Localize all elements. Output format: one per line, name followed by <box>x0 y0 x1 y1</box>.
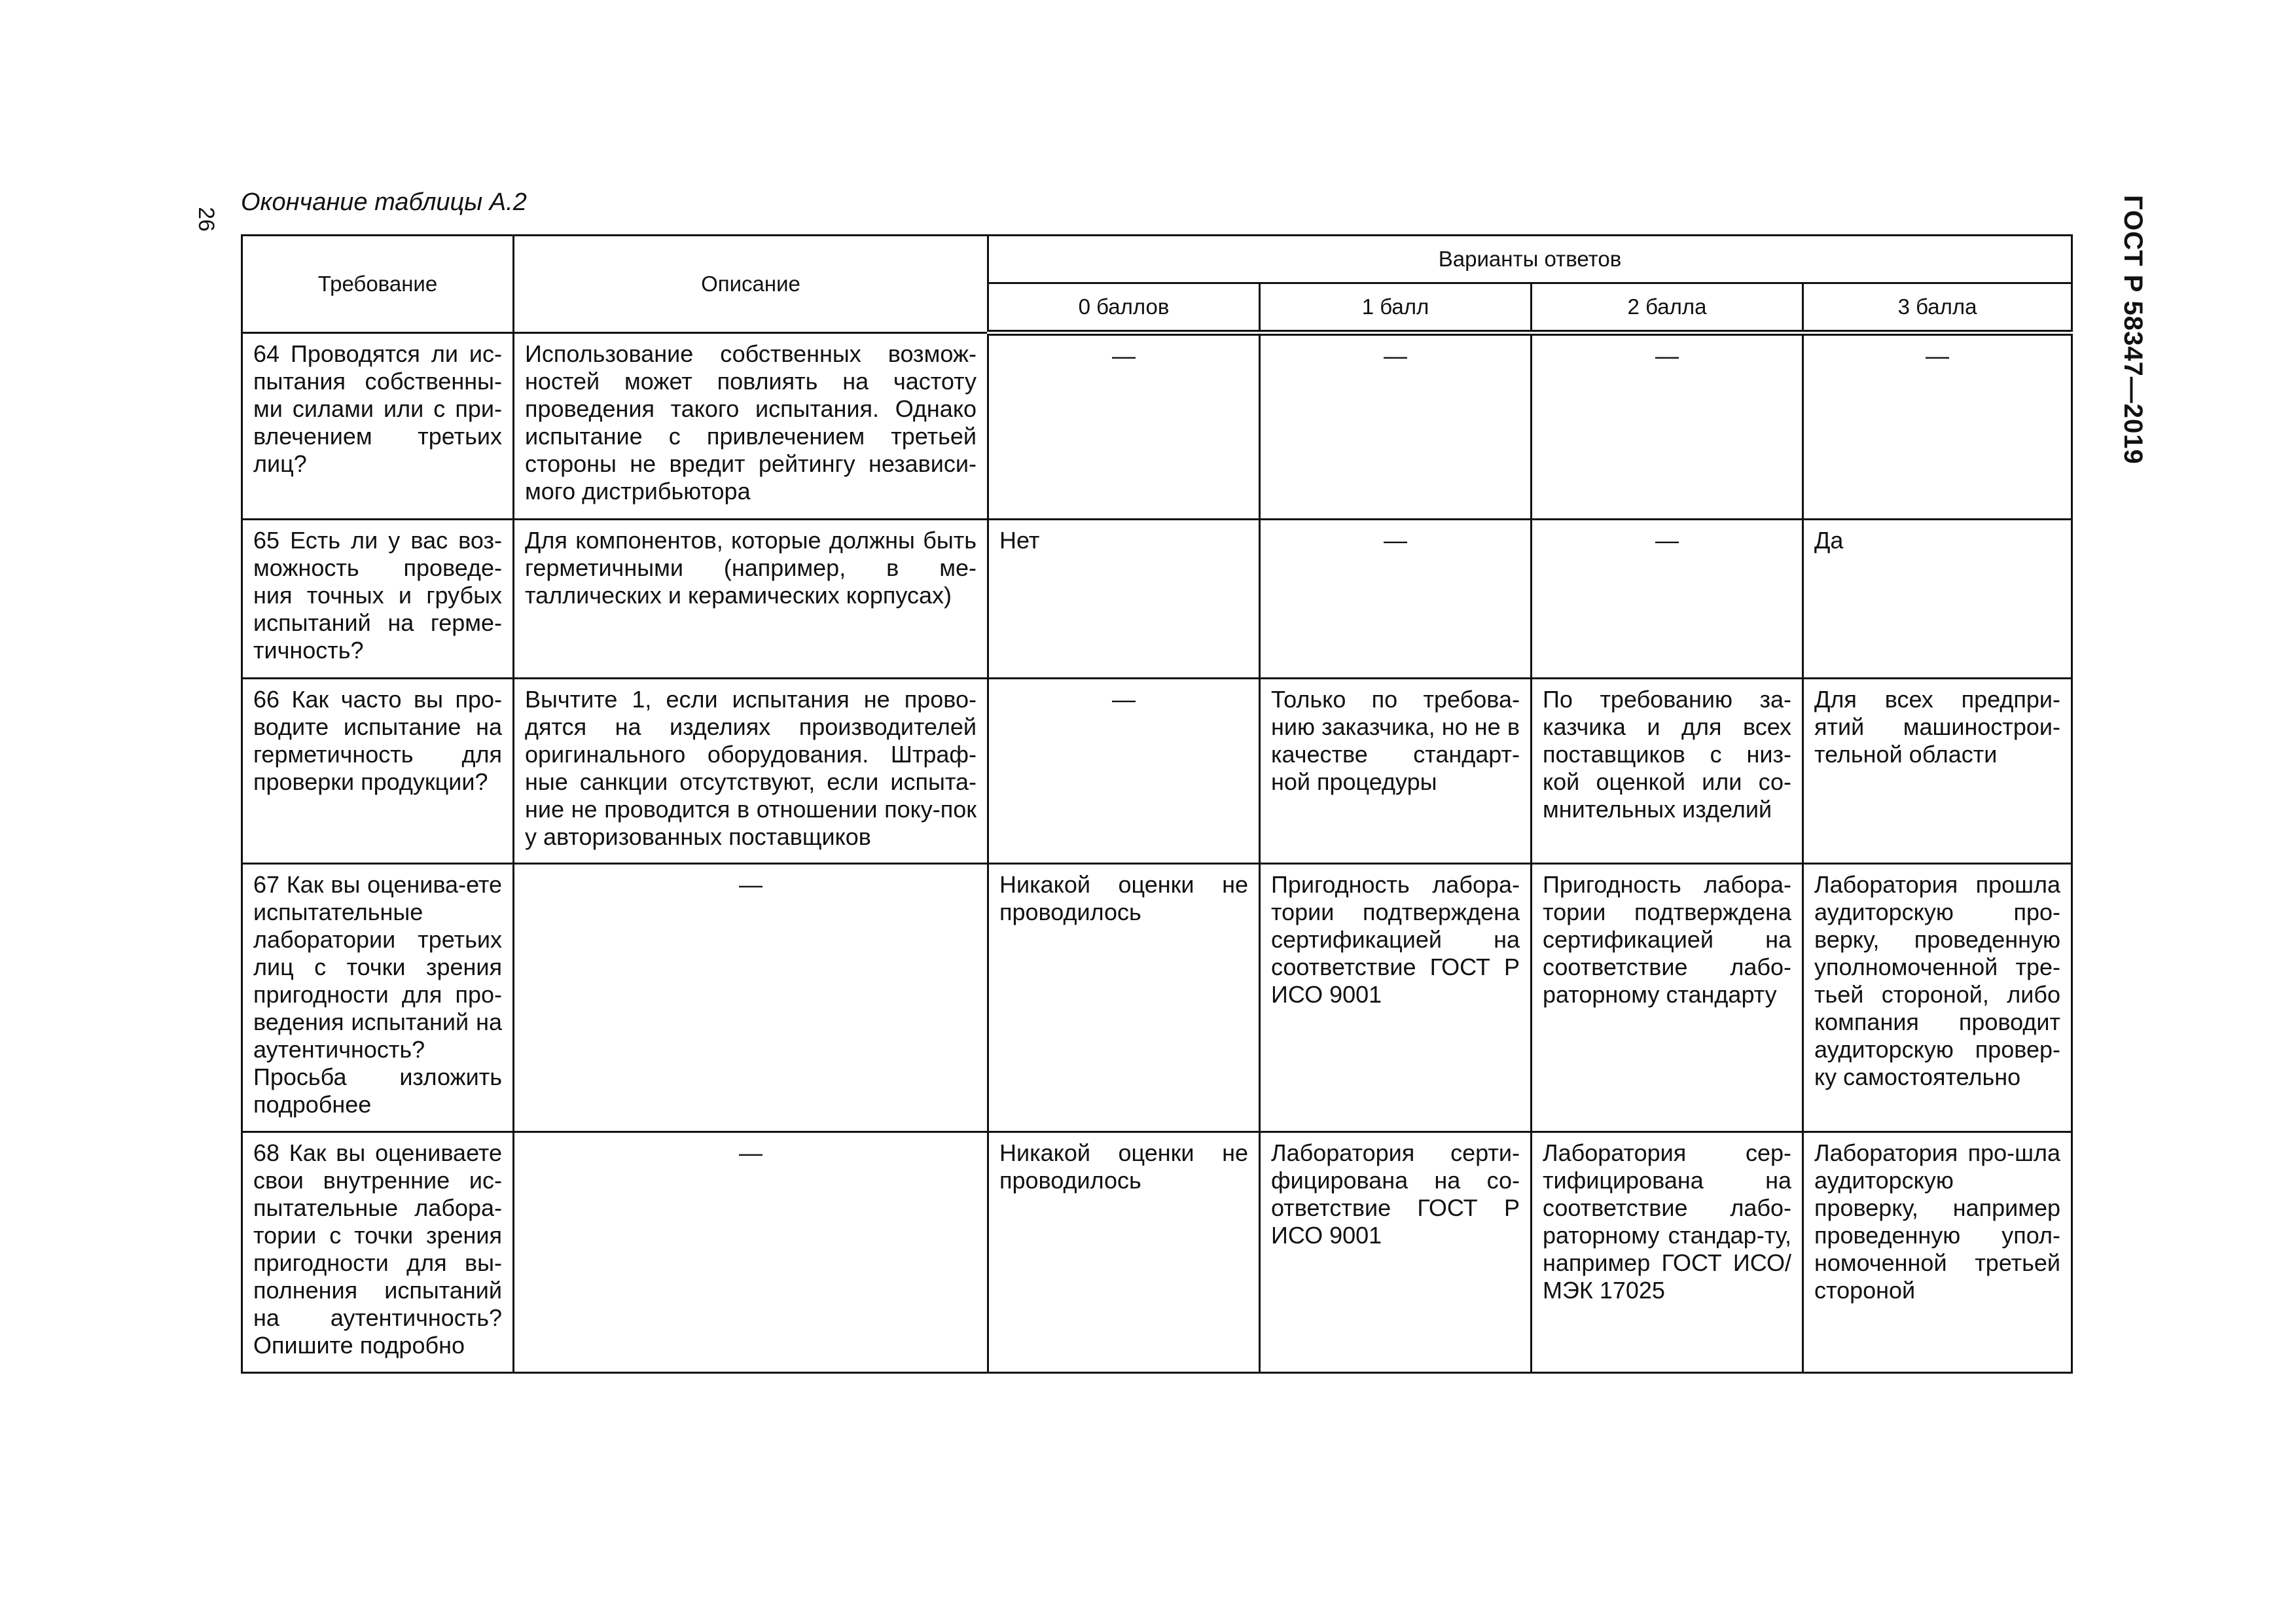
description-cell: Вычтите 1, если испытания не прово-дятся на изделиях производителей оригинального оборудования. Штраф-ные санкции отсутствуют, если испыта-ние не проводится в отношении поку-пок у авторизованных поставщиков <box>514 679 988 864</box>
score-2-cell: — <box>1532 333 1803 520</box>
score-0-cell: Нет <box>988 520 1260 679</box>
score-2-cell: Пригодность лабора-тории подтверждена сертификацией на соответствие лабо-раторному стандарту <box>1532 864 1803 1132</box>
score-3-cell: Да <box>1803 520 2072 679</box>
table-row <box>242 520 2072 679</box>
score-0-cell: Никакой оценки не проводилось <box>988 1132 1260 1373</box>
score-1-cell: Только по требова-нию заказчика, но не в качестве стандарт-ной процедуры <box>1260 679 1532 864</box>
score-3-cell: Лаборатория прошла аудиторскую про-верку, проведенную уполномоченной тре-тьей стороной, либо компания проводит аудиторскую провер-ку самостоятельно <box>1803 864 2072 1132</box>
table-caption: Окончание таблицы А.2 <box>241 188 527 216</box>
requirement-cell: 64 Проводятся ли ис-пытания собственны-ми силами или с при-влечением третьих лиц? <box>242 333 514 520</box>
page-number: 26 <box>193 207 219 232</box>
header-score-0: 0 баллов <box>988 283 1260 333</box>
table-row <box>242 679 2072 864</box>
table-row <box>242 864 2072 1132</box>
description-cell: Использование собственных возмож-ностей может повлиять на частоту проведения такого испытания. Однако испытание с привлечением третьей стороны не вредит рейтингу независи-мого дистрибьютора <box>514 333 988 520</box>
requirement-cell: 68 Как вы оцениваете свои внутренние ис-пытательные лабора-тории с точки зрения пригодности для вы-полнения испытаний на аутентичность? Опишите подробно <box>242 1132 514 1373</box>
header-variants: Варианты ответов <box>988 236 2072 283</box>
requirements-table <box>241 234 2073 1374</box>
description-cell: — <box>514 864 988 1132</box>
score-1-cell: Лаборатория серти-фицирована на со-ответствие ГОСТ Р ИСО 9001 <box>1260 1132 1532 1373</box>
table-row <box>242 333 2072 520</box>
score-3-cell: — <box>1803 333 2072 520</box>
table-row <box>242 1132 2072 1373</box>
requirement-cell: 67 Как вы оценива-ете испытательные лаборатории третьих лиц с точки зрения пригодности для про-ведения испытаний на аутентичность? Просьба изложить подробнее <box>242 864 514 1132</box>
score-3-cell: Для всех предпри-ятий машинострои-тельной области <box>1803 679 2072 864</box>
score-0-cell: — <box>988 333 1260 520</box>
header-score-1: 1 балл <box>1260 283 1532 333</box>
score-2-cell: — <box>1532 520 1803 679</box>
requirement-cell: 65 Есть ли у вас воз-можность проведе-ния точных и грубых испытаний на герме-тичность? <box>242 520 514 679</box>
description-cell: — <box>514 1132 988 1373</box>
header-score-2: 2 балла <box>1532 283 1803 333</box>
score-3-cell: Лаборатория про-шла аудиторскую проверку, например проведенную упол-номоченной третьей стороной <box>1803 1132 2072 1373</box>
score-0-cell: — <box>988 679 1260 864</box>
score-2-cell: Лаборатория сер-тифицирована на соответствие лабо-раторному стандар-ту, например ГОСТ ИСО/МЭК 17025 <box>1532 1132 1803 1373</box>
header-requirement: Требование <box>242 236 514 333</box>
score-1-cell: — <box>1260 520 1532 679</box>
score-1-cell: — <box>1260 333 1532 520</box>
score-0-cell: Никакой оценки не проводилось <box>988 864 1260 1132</box>
header-score-3: 3 балла <box>1803 283 2072 333</box>
score-2-cell: По требованию за-казчика и для всех поставщиков с низ-кой оценкой или со-мнительных изделий <box>1532 679 1803 864</box>
header-description: Описание <box>514 236 988 333</box>
requirement-cell: 66 Как часто вы про-водите испытание на герметичность для проверки продукции? <box>242 679 514 864</box>
description-cell: Для компонентов, которые должны быть герметичными (например, в ме-таллических и керамических корпусах) <box>514 520 988 679</box>
score-1-cell: Пригодность лабора-тории подтверждена сертификацией на соответствие ГОСТ Р ИСО 9001 <box>1260 864 1532 1132</box>
document-code: ГОСТ Р 58347—2019 <box>2119 195 2147 465</box>
